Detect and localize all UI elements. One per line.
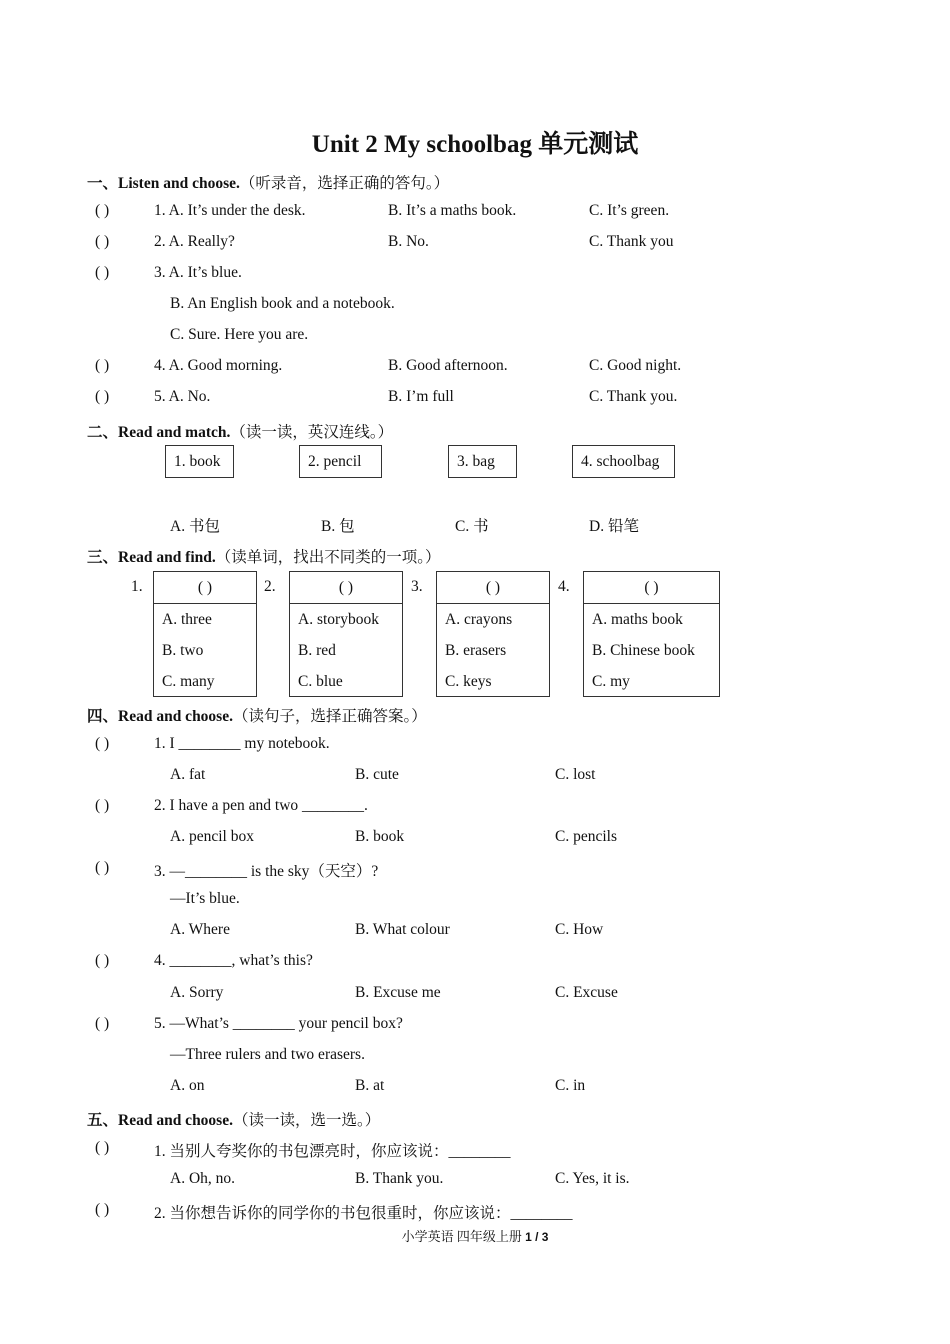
section-4-heading: [87, 704, 427, 726]
section-5-heading: [87, 1108, 380, 1130]
question-stem: 1. 当别人夸奖你的书包漂亮时，你应该说：________: [154, 1143, 511, 1160]
find-number: 3.: [411, 578, 423, 595]
section-heading-cn: （读单词，找出不同类的一项。）: [215, 549, 441, 566]
question-stem: 5. —What’s ________ your pencil box?: [154, 1015, 403, 1032]
answer-paren: ( ): [95, 202, 110, 219]
find-option: B. Chinese book: [592, 642, 695, 659]
section-heading-en: 三、Read and find.: [87, 549, 216, 566]
question-option-b: B. cute: [355, 766, 399, 783]
question-option-b: B. It’s a maths book.: [388, 202, 517, 219]
answer-paren: ( ): [95, 859, 110, 876]
answer-paren: ( ): [95, 1201, 110, 1218]
match-word-box: 4. schoolbag: [572, 445, 675, 478]
question-option-a: 1. A. It’s under the desk.: [154, 202, 306, 219]
answer-paren: ( ): [95, 952, 110, 969]
question-option-b: B. What colour: [355, 921, 450, 938]
question-stem: 2. I have a pen and two ________.: [154, 797, 368, 814]
question-option-a: 5. A. No.: [154, 388, 211, 405]
section-heading-en: 四、Read and choose.: [87, 708, 233, 725]
question-stem: 2. 当你想告诉你的同学你的书包很重时，你应该说：________: [154, 1205, 573, 1222]
answer-paren: ( ): [95, 1139, 110, 1156]
question-option-c: C. Thank you.: [589, 388, 678, 405]
find-table: [436, 571, 550, 697]
find-option: B. erasers: [445, 642, 507, 659]
question-option-b: B. Good afternoon.: [388, 357, 508, 374]
find-option: A. crayons: [445, 611, 513, 628]
match-word-box: 3. bag: [448, 445, 517, 478]
match-chinese: A. 书包: [170, 518, 220, 535]
find-table-paren: ( ): [154, 572, 256, 604]
section-heading-en: 一、Listen and choose.: [87, 175, 240, 192]
match-word-box: 2. pencil: [299, 445, 382, 478]
question-option-c: C. in: [555, 1077, 586, 1094]
find-option: C. blue: [298, 673, 343, 690]
question-option-a: A. Oh, no.: [170, 1170, 236, 1187]
question-stem: 3. —________ is the sky（天空）?: [154, 863, 379, 880]
find-number: 1.: [131, 578, 143, 595]
question-stem: 4. ________, what’s this?: [154, 952, 313, 969]
question-dialogue: —It’s blue.: [170, 890, 240, 907]
question-option-c: C. Good night.: [589, 357, 682, 374]
find-table-paren: ( ): [584, 572, 719, 604]
question-option-c: C. lost: [555, 766, 596, 783]
match-chinese: B. 包: [321, 518, 355, 535]
question-option-a: A. pencil box: [170, 828, 254, 845]
question-option-a: A. fat: [170, 766, 206, 783]
question-option-c: C. Sure. Here you are.: [170, 326, 309, 343]
footer-text: 小学英语 四年级上册: [401, 1229, 522, 1244]
match-chinese: D. 铅笔: [589, 518, 639, 535]
section-heading-cn: （听录音，选择正确的答句。）: [239, 175, 450, 192]
answer-paren: ( ): [95, 357, 110, 374]
answer-paren: ( ): [95, 264, 110, 281]
page-number: 1 / 3: [525, 1230, 549, 1244]
section-3-heading: [87, 545, 441, 567]
section-2-heading: [87, 420, 393, 442]
question-option-b: B. Thank you.: [355, 1170, 444, 1187]
question-dialogue: —Three rulers and two erasers.: [170, 1046, 365, 1063]
question-option-b: B. Excuse me: [355, 984, 441, 1001]
section-heading-cn: （读一读，选一选。）: [232, 1112, 381, 1129]
question-option-b: B. No.: [388, 233, 429, 250]
question-option-a: 4. A. Good morning.: [154, 357, 283, 374]
page-footer: [0, 1226, 950, 1245]
find-option: B. two: [162, 642, 204, 659]
question-option-a: A. on: [170, 1077, 205, 1094]
section-heading-en: 五、Read and choose.: [87, 1112, 233, 1129]
question-option-a: 2. A. Really?: [154, 233, 235, 250]
question-option-c: C. Yes, it is.: [555, 1170, 630, 1187]
question-option-c: C. How: [555, 921, 604, 938]
question-option-b: B. I’m full: [388, 388, 454, 405]
match-chinese: C. 书: [455, 518, 489, 535]
question-option-c: C. pencils: [555, 828, 617, 845]
page-title: Unit 2 My schoolbag 单元测试: [311, 131, 639, 158]
question-option-a: A. Sorry: [170, 984, 224, 1001]
find-table: [583, 571, 720, 697]
section-heading-en: 二、Read and match.: [87, 424, 231, 441]
find-option: A. maths book: [592, 611, 683, 628]
question-option-b: B. at: [355, 1077, 385, 1094]
section-heading-cn: （读一读，英汉连线。）: [230, 424, 394, 441]
question-option-c: C. Excuse: [555, 984, 618, 1001]
find-table-paren: ( ): [290, 572, 402, 604]
question-option-c: C. Thank you: [589, 233, 674, 250]
find-option: A. three: [162, 611, 212, 628]
question-option-a: A. Where: [170, 921, 230, 938]
answer-paren: ( ): [95, 388, 110, 405]
answer-paren: ( ): [95, 797, 110, 814]
question-option-b: B. An English book and a notebook.: [170, 295, 395, 312]
find-number: 4.: [558, 578, 570, 595]
section-heading-cn: （读句子，选择正确答案。）: [232, 708, 427, 725]
find-option: C. my: [592, 673, 630, 690]
find-table: [289, 571, 403, 697]
find-option: C. many: [162, 673, 215, 690]
answer-paren: ( ): [95, 1015, 110, 1032]
find-option: C. keys: [445, 673, 492, 690]
match-word-box: 1. book: [165, 445, 234, 478]
find-table-paren: ( ): [437, 572, 549, 604]
find-option: A. storybook: [298, 611, 379, 628]
question-stem: 1. I ________ my notebook.: [154, 735, 330, 752]
section-1-heading: [87, 171, 449, 193]
find-table: [153, 571, 257, 697]
question-option-c: C. It’s green.: [589, 202, 670, 219]
answer-paren: ( ): [95, 233, 110, 250]
answer-paren: ( ): [95, 735, 110, 752]
find-option: B. red: [298, 642, 336, 659]
find-number: 2.: [264, 578, 276, 595]
question-option-a: 3. A. It’s blue.: [154, 264, 242, 281]
question-option-b: B. book: [355, 828, 405, 845]
